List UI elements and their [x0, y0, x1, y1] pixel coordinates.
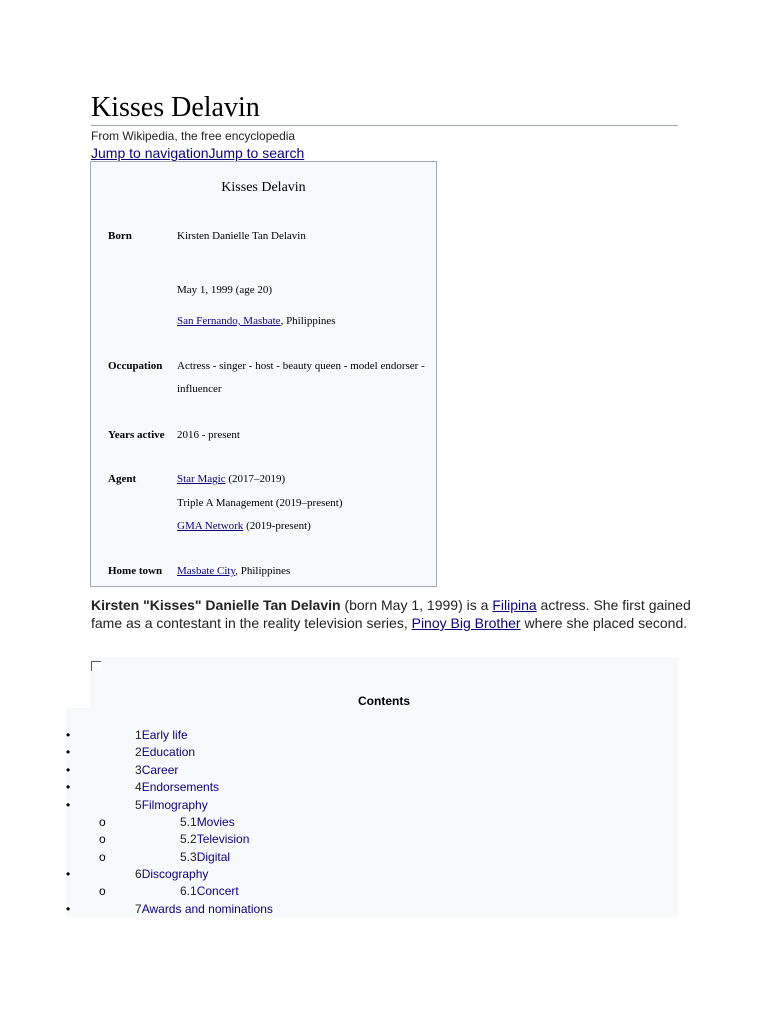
toc-item[interactable] — [99, 850, 231, 864]
toc-item-number: 3 — [135, 763, 142, 777]
jump-to-search-link[interactable]: Jump to search — [208, 145, 305, 161]
toc-sub-bullet: o — [99, 815, 106, 829]
toc-item[interactable] — [99, 832, 250, 846]
pinoy-big-brother-link[interactable]: Pinoy Big Brother — [411, 615, 521, 631]
toc-item-label: Education — [141, 745, 196, 759]
infobox-title: Kisses Delavin — [221, 180, 306, 195]
toc-item-label: Awards and nominations — [141, 902, 273, 916]
lead-text-1: (born May 1, 1999) is a — [340, 597, 493, 613]
toc-item-number: 5 — [135, 798, 142, 812]
toc-item[interactable] — [66, 780, 220, 794]
toc-item-number: 7 — [135, 902, 142, 916]
toc-item-number: 5.2 — [180, 832, 197, 846]
toc-item[interactable] — [66, 728, 188, 742]
infobox-occupation-line1: Actress - singer - host - beauty queen - model endorser - — [177, 360, 425, 372]
page-title: Kisses Delavin — [91, 92, 260, 123]
birthplace-link[interactable]: San Fernando, Masbate — [177, 315, 281, 327]
toc-sub-bullet: o — [99, 850, 106, 864]
infobox-born-place — [177, 314, 336, 328]
agent-1-years: (2017–2019) — [225, 473, 286, 485]
lead-paragraph — [91, 596, 691, 632]
lead-subject-name: Kirsten "Kisses" Danielle Tan Delavin — [91, 597, 341, 613]
toc-item[interactable] — [66, 745, 196, 759]
infobox-born-date: May 1, 1999 (age 20) — [177, 284, 273, 296]
toc-bullet: • — [66, 780, 71, 794]
toc-sub-bullet: o — [99, 832, 106, 846]
infobox-years-value: 2016 - present — [177, 429, 240, 441]
toc-item[interactable] — [66, 763, 179, 777]
toc-bullet: • — [66, 763, 71, 777]
site-tagline: From Wikipedia, the free encyclopedia — [91, 129, 296, 143]
toc-item[interactable] — [99, 815, 235, 829]
lead-text-2: actress. She first gained fame as a contestant in the reality television series, — [91, 597, 691, 631]
toc-bullet: • — [66, 902, 71, 916]
toc-item-label: Discography — [141, 867, 209, 881]
jump-to-navigation-link[interactable]: Jump to navigation — [91, 145, 209, 161]
toc-item-label: Television — [196, 832, 250, 846]
toc-item-label: Endorsements — [141, 780, 220, 794]
toc-item-label: Career — [141, 763, 179, 777]
jump-links — [91, 145, 304, 161]
toc-bullet: • — [66, 798, 71, 812]
toc-item[interactable] — [66, 798, 208, 812]
toc-item-label: Filmography — [141, 798, 208, 812]
infobox-agent-2: Triple A Management (2019–present) — [177, 497, 343, 509]
toc-item[interactable] — [66, 867, 209, 881]
masbate-city-link[interactable]: Masbate City — [177, 565, 236, 577]
infobox-agent-1 — [177, 472, 285, 486]
lead-text-3: where she placed second. — [520, 615, 688, 631]
toc-item-label: Digital — [196, 850, 231, 864]
toc-item-number: 5.1 — [180, 815, 197, 829]
toc-bullet: • — [66, 867, 71, 881]
star-magic-link[interactable]: Star Magic — [177, 473, 226, 485]
gma-network-link[interactable]: GMA Network — [177, 520, 244, 532]
toc-toggle-checkbox[interactable] — [91, 661, 101, 671]
infobox-born-name: Kirsten Danielle Tan Delavin — [177, 230, 306, 242]
toc-item-number: 6 — [135, 867, 142, 881]
toc-title: Contents — [358, 694, 410, 708]
toc-item-number: 1 — [135, 728, 142, 742]
toc-bullet: • — [66, 728, 71, 742]
infobox-occupation-line2: influencer — [177, 383, 222, 395]
infobox-agent-label: Agent — [108, 473, 137, 485]
toc-item[interactable] — [66, 902, 273, 916]
title-divider — [91, 125, 678, 126]
infobox — [90, 161, 437, 587]
toc-item-number: 4 — [135, 780, 142, 794]
infobox-agent-3 — [177, 519, 311, 533]
agent-3-years: (2019-present) — [243, 520, 311, 532]
infobox-hometown-value — [177, 564, 290, 578]
toc-item-number: 2 — [135, 745, 142, 759]
toc-item[interactable] — [99, 884, 239, 898]
toc-item-number: 6.1 — [180, 884, 197, 898]
toc-sub-bullet: o — [99, 884, 106, 898]
infobox-years-label: Years active — [108, 429, 165, 441]
toc-bullet: • — [66, 745, 71, 759]
birthplace-country: , Philippines — [280, 315, 336, 327]
infobox-occupation-label: Occupation — [108, 360, 163, 372]
infobox-hometown-label: Home town — [108, 565, 163, 577]
toc-item-number: 5.3 — [180, 850, 197, 864]
hometown-country: , Philippines — [235, 565, 291, 577]
filipina-link[interactable]: Filipina — [492, 597, 537, 613]
toc-item-label: Concert — [196, 884, 239, 898]
toc-item-label: Early life — [141, 728, 188, 742]
infobox-born-label: Born — [108, 230, 132, 242]
toc-item-label: Movies — [196, 815, 235, 829]
